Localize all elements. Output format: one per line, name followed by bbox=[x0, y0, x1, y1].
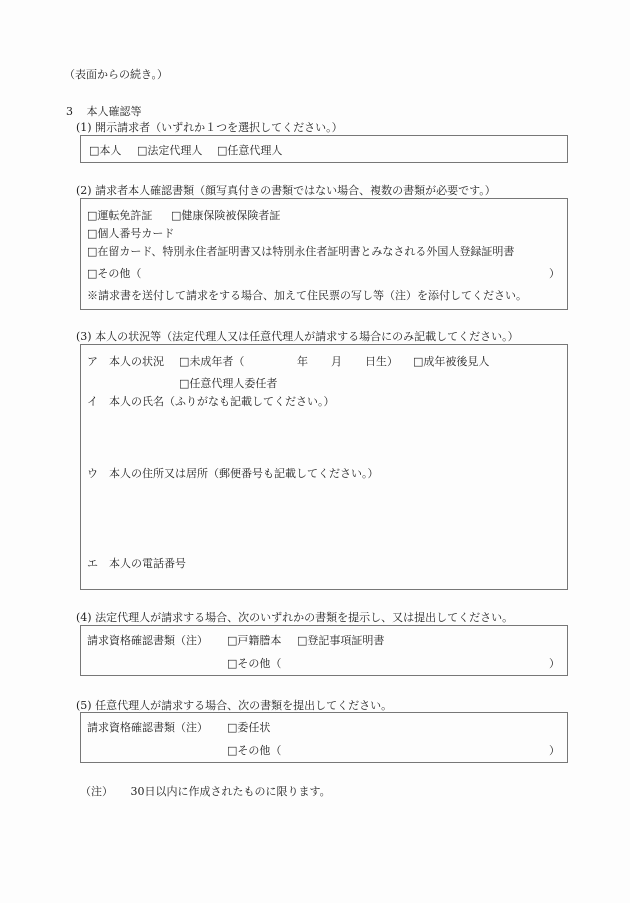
q2-heading: (2) 請求者本人確認書類（顔写真付きの書類ではない場合、複数の書類が必要です。） bbox=[76, 184, 496, 197]
checkbox-legal-rep[interactable]: □ 法定代理人 bbox=[137, 142, 202, 158]
q4-box bbox=[80, 625, 568, 676]
phone-label: エ 本人の電話番号 bbox=[87, 557, 186, 570]
birth-month-label: 月 bbox=[331, 355, 342, 368]
checkbox-adult-ward[interactable]: □ 成年被後見人 bbox=[413, 353, 489, 369]
status-label: ア 本人の状況 bbox=[87, 355, 164, 368]
checkbox-drivers-license[interactable]: □ 運転免許証 bbox=[87, 207, 152, 223]
checkbox-q5-other[interactable]: □ その他（ bbox=[227, 742, 281, 758]
q4-heading: (4) 法定代理人が請求する場合、次のいずれかの書類を提示し、又は提出してください。 bbox=[76, 611, 514, 624]
checkbox-family-register[interactable]: □ 戸籍謄本 bbox=[227, 632, 281, 648]
checkbox-health-insurance[interactable]: □ 健康保険被保険者証 bbox=[171, 207, 280, 223]
footnote-mark: （注） bbox=[80, 785, 113, 798]
checkbox-registry-cert[interactable]: □ 登記事項証明書 bbox=[297, 632, 384, 648]
name-field[interactable] bbox=[87, 411, 557, 461]
other-id-close-paren: ） bbox=[549, 267, 560, 280]
q5-close-paren: ） bbox=[549, 744, 560, 757]
address-label: ウ 本人の住所又は居所（郵便番号も記載してください。） bbox=[87, 467, 379, 480]
checkbox-other-id[interactable]: □ その他（ bbox=[87, 265, 141, 281]
checkbox-principal[interactable]: □ 任意代理人委任者 bbox=[179, 375, 277, 391]
continuation-note: （表面からの続き。） bbox=[64, 68, 169, 81]
q3-heading: (3) 本人の状況等（法定代理人又は任意代理人が請求する場合にのみ記載してください。） bbox=[76, 330, 519, 343]
footnote bbox=[80, 783, 331, 799]
q1-heading: (1) 開示請求者（いずれか１つを選択してください。） bbox=[76, 121, 343, 134]
section-heading bbox=[66, 103, 142, 119]
section-title: 本人確認等 bbox=[86, 105, 142, 118]
checkbox-voluntary-rep[interactable]: □ 任意代理人 bbox=[217, 142, 282, 158]
q2-box bbox=[80, 198, 568, 310]
checkbox-q4-other[interactable]: □ その他（ bbox=[227, 655, 281, 671]
checkbox-mynumber-card[interactable]: □ 個人番号カード bbox=[87, 225, 174, 241]
q3-box bbox=[80, 344, 568, 590]
checkbox-minor[interactable]: □ 未成年者（ bbox=[179, 353, 244, 369]
footnote-text: 30日以内に作成されたものに限ります。 bbox=[130, 785, 331, 798]
name-label: イ 本人の氏名（ふりがなも記載してください。） bbox=[87, 395, 335, 408]
birth-day-label: 日生） bbox=[365, 355, 398, 368]
q5-box bbox=[80, 712, 568, 763]
checkbox-power-of-attorney[interactable]: □ 委任状 bbox=[227, 719, 270, 735]
q4-doc-label: 請求資格確認書類（注） bbox=[87, 634, 208, 647]
checkbox-self[interactable]: □ 本人 bbox=[89, 142, 121, 158]
section-number: 3 bbox=[66, 105, 73, 118]
checkbox-residence-card[interactable]: □ 在留カード、特別永住者証明書又は特別永住者証明書とみなされる外国人登録証明書 bbox=[87, 243, 514, 259]
q5-doc-label: 請求資格確認書類（注） bbox=[87, 721, 208, 734]
birth-year-label: 年 bbox=[297, 355, 308, 368]
q5-heading: (5) 任意代理人が請求する場合、次の書類を提出してください。 bbox=[76, 699, 393, 712]
q4-close-paren: ） bbox=[549, 657, 560, 670]
q1-box bbox=[80, 135, 568, 163]
address-field[interactable] bbox=[87, 483, 557, 549]
q2-note: ※請求書を送付して請求をする場合、加えて住民票の写し等（注）を添付してください。 bbox=[87, 289, 527, 302]
